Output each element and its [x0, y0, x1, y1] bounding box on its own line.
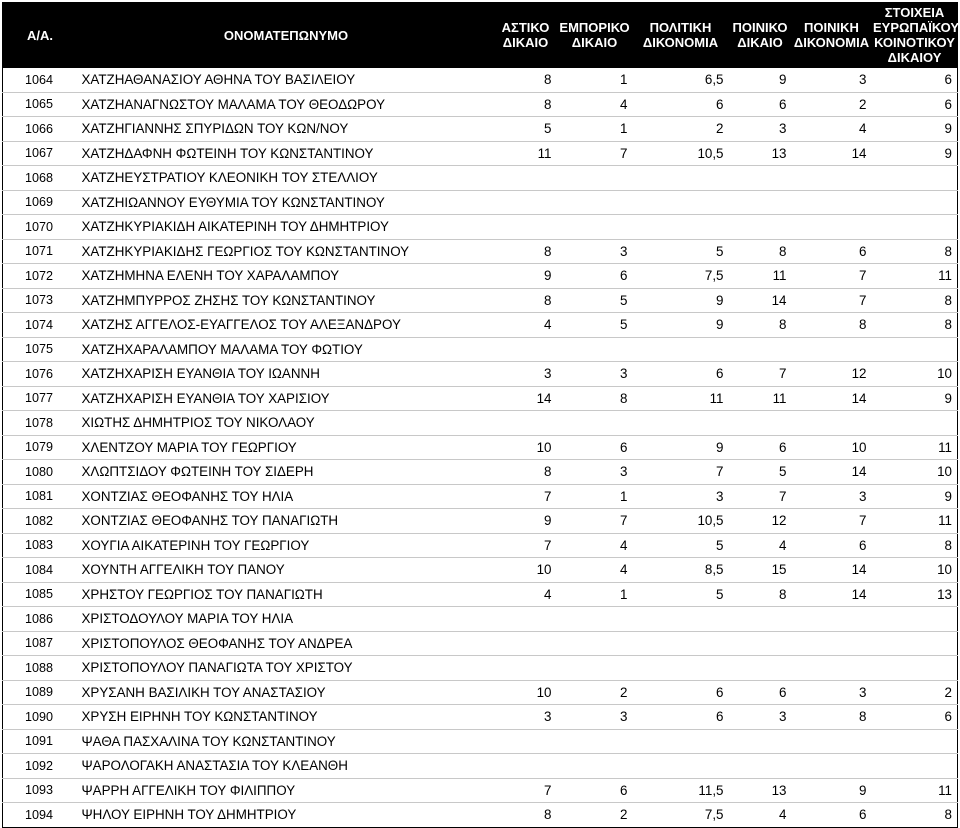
grade-commercial-law: 1 — [557, 484, 633, 509]
row-name: ΧΑΤΖΗΚΥΡΙΑΚΙΔΗΣ ΓΕΩΡΓΙΟΣ ΤΟΥ ΚΩΝΣΤΑΝΤΙΝΟΥ — [78, 239, 495, 264]
row-number: 1078 — [3, 411, 78, 436]
grade-criminal-procedure — [792, 337, 872, 362]
row-name: ΧΑΤΖΗΜΗΝΑ ΕΛΕΝΗ ΤΟΥ ΧΑΡΑΛΑΜΠΟΥ — [78, 264, 495, 289]
grade-civil-procedure: 5 — [633, 533, 729, 558]
row-name: ΧΑΤΖΗΙΩΑΝΝΟΥ ΕΥΘΥΜΙΑ ΤΟΥ ΚΩΝΣΤΑΝΤΙΝΟΥ — [78, 190, 495, 215]
grade-eu-law: 2 — [872, 680, 958, 705]
grade-commercial-law — [557, 411, 633, 436]
grade-civil-law: 5 — [495, 117, 557, 142]
grade-eu-law: 6 — [872, 705, 958, 730]
table-row — [3, 558, 958, 583]
grade-eu-law — [872, 754, 958, 779]
header-civil-law: ΑΣΤΙΚΟ ΔΙΚΑΙΟ — [495, 3, 557, 68]
row-number: 1077 — [3, 386, 78, 411]
header-eu-law: ΣΤΟΙΧΕΙΑ ΕΥΡΩΠΑΪΚΟΥ ΚΟΙΝΟΤΙΚΟΥ ΔΙΚΑΙΟΥ — [872, 3, 958, 68]
row-number: 1087 — [3, 631, 78, 656]
row-number: 1064 — [3, 68, 78, 93]
grade-civil-law: 7 — [495, 778, 557, 803]
grade-criminal-procedure: 3 — [792, 680, 872, 705]
row-name: ΧΡΙΣΤΟΠΟΥΛΟΣ ΘΕΟΦΑΝΗΣ ΤΟΥ ΑΝΔΡΕΑ — [78, 631, 495, 656]
grade-criminal-law: 3 — [729, 117, 792, 142]
grade-commercial-law: 2 — [557, 680, 633, 705]
row-name: ΨΗΛΟΥ ΕΙΡΗΝΗ ΤΟΥ ΔΗΜΗΤΡΙΟΥ — [78, 803, 495, 828]
table-row — [3, 215, 958, 240]
row-name: ΧΑΤΖΗΚΥΡΙΑΚΙΔΗ ΑΙΚΑΤΕΡΙΝΗ ΤΟΥ ΔΗΜΗΤΡΙΟΥ — [78, 215, 495, 240]
row-number: 1083 — [3, 533, 78, 558]
grade-civil-law — [495, 166, 557, 191]
grade-eu-law: 10 — [872, 558, 958, 583]
grade-criminal-law: 5 — [729, 460, 792, 485]
grade-criminal-law: 8 — [729, 582, 792, 607]
grade-civil-law: 10 — [495, 435, 557, 460]
grade-eu-law — [872, 631, 958, 656]
row-number: 1085 — [3, 582, 78, 607]
grade-civil-procedure: 7,5 — [633, 264, 729, 289]
grade-civil-law: 10 — [495, 558, 557, 583]
grade-civil-procedure: 11,5 — [633, 778, 729, 803]
grade-criminal-law: 4 — [729, 533, 792, 558]
row-name: ΧΛΩΠΤΣΙΔΟΥ ΦΩΤΕΙΝΗ ΤΟΥ ΣΙΔΕΡΗ — [78, 460, 495, 485]
grade-civil-law: 7 — [495, 484, 557, 509]
grade-civil-law — [495, 754, 557, 779]
table-row — [3, 582, 958, 607]
table-row — [3, 705, 958, 730]
grade-civil-procedure — [633, 631, 729, 656]
grade-criminal-procedure — [792, 656, 872, 681]
grade-criminal-law: 13 — [729, 141, 792, 166]
grade-civil-law: 8 — [495, 288, 557, 313]
grade-criminal-procedure: 14 — [792, 386, 872, 411]
row-name: ΧΑΤΖΗΔΑΦΝΗ ΦΩΤΕΙΝΗ ΤΟΥ ΚΩΝΣΤΑΝΤΙΝΟΥ — [78, 141, 495, 166]
grade-civil-law — [495, 631, 557, 656]
grade-eu-law: 8 — [872, 803, 958, 828]
row-name: ΧΑΤΖΗΑΝΑΓΝΩΣΤΟΥ ΜΑΛΑΜΑ ΤΟΥ ΘΕΟΔΩΡΟΥ — [78, 92, 495, 117]
grade-civil-procedure — [633, 656, 729, 681]
header-civil-procedure: ΠΟΛΙΤΙΚΗ ΔΙΚΟΝΟΜΙΑ — [633, 3, 729, 68]
grade-civil-law — [495, 337, 557, 362]
grade-commercial-law: 5 — [557, 313, 633, 338]
row-name: ΧΑΤΖΗΕΥΣΤΡΑΤΙΟΥ ΚΛΕΟΝΙΚΗ ΤΟΥ ΣΤΕΛΛΙΟΥ — [78, 166, 495, 191]
grade-commercial-law: 1 — [557, 68, 633, 93]
grade-criminal-law: 6 — [729, 680, 792, 705]
row-number: 1086 — [3, 607, 78, 632]
header-criminal-law: ΠΟΙΝΙΚΟ ΔΙΚΑΙΟ — [729, 3, 792, 68]
grade-commercial-law — [557, 631, 633, 656]
grade-criminal-procedure: 6 — [792, 533, 872, 558]
row-number: 1075 — [3, 337, 78, 362]
grade-eu-law: 8 — [872, 288, 958, 313]
grade-commercial-law — [557, 729, 633, 754]
grade-criminal-law — [729, 607, 792, 632]
grade-commercial-law: 1 — [557, 117, 633, 142]
grade-eu-law: 11 — [872, 435, 958, 460]
grade-criminal-procedure — [792, 166, 872, 191]
grade-civil-procedure — [633, 411, 729, 436]
grade-criminal-law — [729, 337, 792, 362]
grade-criminal-procedure — [792, 190, 872, 215]
row-name: ΧΡΙΣΤΟΠΟΥΛΟΥ ΠΑΝΑΓΙΩΤΑ ΤΟΥ ΧΡΙΣΤΟΥ — [78, 656, 495, 681]
grade-civil-procedure: 7 — [633, 460, 729, 485]
grade-commercial-law: 2 — [557, 803, 633, 828]
table-row — [3, 778, 958, 803]
grade-criminal-law: 6 — [729, 435, 792, 460]
row-name: ΧΡΗΣΤΟΥ ΓΕΩΡΓΙΟΣ ΤΟΥ ΠΑΝΑΓΙΩΤΗ — [78, 582, 495, 607]
row-name: ΧΡΥΣΑΝΗ ΒΑΣΙΛΙΚΗ ΤΟΥ ΑΝΑΣΤΑΣΙΟΥ — [78, 680, 495, 705]
grades-table — [2, 2, 958, 828]
grade-eu-law: 13 — [872, 582, 958, 607]
grade-civil-procedure: 6 — [633, 680, 729, 705]
table-row — [3, 386, 958, 411]
table-row — [3, 509, 958, 534]
table-row — [3, 239, 958, 264]
grade-civil-procedure: 9 — [633, 313, 729, 338]
grade-criminal-procedure: 7 — [792, 288, 872, 313]
grade-civil-procedure: 8,5 — [633, 558, 729, 583]
grade-civil-procedure: 9 — [633, 435, 729, 460]
grade-commercial-law — [557, 337, 633, 362]
grade-civil-procedure: 10,5 — [633, 509, 729, 534]
grade-eu-law: 11 — [872, 778, 958, 803]
grade-criminal-law: 11 — [729, 264, 792, 289]
row-number: 1081 — [3, 484, 78, 509]
table-row — [3, 460, 958, 485]
row-name: ΧΛΕΝΤΖΟΥ ΜΑΡΙΑ ΤΟΥ ΓΕΩΡΓΙΟΥ — [78, 435, 495, 460]
table-row — [3, 754, 958, 779]
grade-commercial-law: 3 — [557, 705, 633, 730]
row-number: 1072 — [3, 264, 78, 289]
row-number: 1079 — [3, 435, 78, 460]
grade-civil-procedure — [633, 754, 729, 779]
grade-commercial-law: 3 — [557, 362, 633, 387]
grade-criminal-law — [729, 729, 792, 754]
table-row — [3, 288, 958, 313]
grade-criminal-procedure: 12 — [792, 362, 872, 387]
grade-commercial-law: 7 — [557, 509, 633, 534]
row-number: 1094 — [3, 803, 78, 828]
grade-criminal-law: 7 — [729, 484, 792, 509]
table-row — [3, 533, 958, 558]
grade-criminal-procedure: 7 — [792, 264, 872, 289]
row-name: ΧΑΤΖΗΑΘΑΝΑΣΙΟΥ ΑΘΗΝΑ ΤΟΥ ΒΑΣΙΛΕΙΟΥ — [78, 68, 495, 93]
grade-civil-law — [495, 190, 557, 215]
grade-eu-law — [872, 411, 958, 436]
grade-criminal-procedure — [792, 607, 872, 632]
grade-commercial-law — [557, 190, 633, 215]
grade-civil-procedure: 2 — [633, 117, 729, 142]
grade-eu-law — [872, 190, 958, 215]
grade-commercial-law — [557, 656, 633, 681]
grade-civil-procedure: 6,5 — [633, 68, 729, 93]
row-number: 1089 — [3, 680, 78, 705]
grade-criminal-procedure: 9 — [792, 778, 872, 803]
grade-commercial-law — [557, 166, 633, 191]
header-aa: Α/Α. — [3, 3, 78, 68]
header-row — [3, 3, 958, 68]
table-row — [3, 117, 958, 142]
grade-criminal-law — [729, 190, 792, 215]
grade-criminal-law: 8 — [729, 239, 792, 264]
row-name: ΧΟΝΤΖΙΑΣ ΘΕΟΦΑΝΗΣ ΤΟΥ ΠΑΝΑΓΙΩΤΗ — [78, 509, 495, 534]
grade-eu-law: 8 — [872, 239, 958, 264]
table-row — [3, 435, 958, 460]
grade-commercial-law: 6 — [557, 778, 633, 803]
table-row — [3, 166, 958, 191]
grade-commercial-law: 4 — [557, 558, 633, 583]
grade-criminal-procedure — [792, 729, 872, 754]
row-name: ΧΙΩΤΗΣ ΔΗΜΗΤΡΙΟΣ ΤΟΥ ΝΙΚΟΛΑΟΥ — [78, 411, 495, 436]
grade-civil-procedure: 5 — [633, 582, 729, 607]
row-name: ΧΡΥΣΗ ΕΙΡΗΝΗ ΤΟΥ ΚΩΝΣΤΑΝΤΙΝΟΥ — [78, 705, 495, 730]
grade-criminal-law — [729, 754, 792, 779]
grade-civil-law: 11 — [495, 141, 557, 166]
row-number: 1065 — [3, 92, 78, 117]
grade-criminal-procedure: 10 — [792, 435, 872, 460]
row-number: 1090 — [3, 705, 78, 730]
grade-criminal-procedure — [792, 411, 872, 436]
grade-criminal-procedure: 8 — [792, 705, 872, 730]
grade-eu-law: 10 — [872, 460, 958, 485]
grade-criminal-procedure: 3 — [792, 68, 872, 93]
row-number: 1068 — [3, 166, 78, 191]
table-row — [3, 729, 958, 754]
grade-criminal-law: 9 — [729, 68, 792, 93]
grade-criminal-law: 12 — [729, 509, 792, 534]
row-name: ΧΟΥΝΤΗ ΑΓΓΕΛΙΚΗ ΤΟΥ ΠΑΝΟΥ — [78, 558, 495, 583]
grade-commercial-law — [557, 215, 633, 240]
row-name: ΧΑΤΖΗΧΑΡΑΛΑΜΠΟΥ ΜΑΛΑΜΑ ΤΟΥ ΦΩΤΙΟΥ — [78, 337, 495, 362]
grade-criminal-procedure: 3 — [792, 484, 872, 509]
table-row — [3, 656, 958, 681]
grade-civil-procedure: 10,5 — [633, 141, 729, 166]
grade-eu-law: 6 — [872, 92, 958, 117]
grade-civil-procedure: 6 — [633, 705, 729, 730]
row-number: 1067 — [3, 141, 78, 166]
row-number: 1084 — [3, 558, 78, 583]
row-number: 1076 — [3, 362, 78, 387]
grade-criminal-procedure: 14 — [792, 558, 872, 583]
grade-civil-law: 8 — [495, 460, 557, 485]
grade-civil-procedure: 9 — [633, 288, 729, 313]
row-name: ΧΑΤΖΗΧΑΡΙΣΗ ΕΥΑΝΘΙΑ ΤΟΥ ΧΑΡΙΣΙΟΥ — [78, 386, 495, 411]
row-number: 1069 — [3, 190, 78, 215]
grade-eu-law — [872, 656, 958, 681]
grade-eu-law — [872, 729, 958, 754]
grade-eu-law — [872, 337, 958, 362]
grade-civil-procedure: 7,5 — [633, 803, 729, 828]
grade-civil-law: 9 — [495, 509, 557, 534]
grade-commercial-law — [557, 754, 633, 779]
table-row — [3, 68, 958, 93]
grade-criminal-law: 15 — [729, 558, 792, 583]
table-row — [3, 803, 958, 828]
grade-civil-procedure — [633, 337, 729, 362]
grade-criminal-law — [729, 411, 792, 436]
row-number: 1092 — [3, 754, 78, 779]
grade-commercial-law: 8 — [557, 386, 633, 411]
row-name: ΧΑΤΖΗΜΠΥΡΡΟΣ ΖΗΣΗΣ ΤΟΥ ΚΩΝΣΤΑΝΤΙΝΟΥ — [78, 288, 495, 313]
grade-commercial-law: 4 — [557, 533, 633, 558]
row-name: ΧΟΝΤΖΙΑΣ ΘΕΟΦΑΝΗΣ ΤΟΥ ΗΛΙΑ — [78, 484, 495, 509]
grade-civil-law: 4 — [495, 313, 557, 338]
grade-civil-law — [495, 729, 557, 754]
row-name: ΧΟΥΓΙΑ ΑΙΚΑΤΕΡΙΝΗ ΤΟΥ ΓΕΩΡΓΙΟΥ — [78, 533, 495, 558]
grade-civil-procedure: 6 — [633, 92, 729, 117]
grade-criminal-law: 8 — [729, 313, 792, 338]
grade-criminal-procedure: 8 — [792, 313, 872, 338]
grade-civil-procedure — [633, 215, 729, 240]
table-row — [3, 313, 958, 338]
grade-criminal-law: 3 — [729, 705, 792, 730]
grade-civil-procedure — [633, 607, 729, 632]
row-name: ΧΡΙΣΤΟΔΟΥΛΟΥ ΜΑΡΙΑ ΤΟΥ ΗΛΙΑ — [78, 607, 495, 632]
grade-civil-procedure — [633, 166, 729, 191]
grade-civil-law: 7 — [495, 533, 557, 558]
grade-civil-procedure: 6 — [633, 362, 729, 387]
row-name: ΧΑΤΖΗΓΙΑΝΝΗΣ ΣΠΥΡΙΔΩΝ ΤΟΥ ΚΩΝ/ΝΟΥ — [78, 117, 495, 142]
row-number: 1088 — [3, 656, 78, 681]
grade-civil-law — [495, 411, 557, 436]
header-criminal-procedure: ΠΟΙΝΙΚΗ ΔΙΚΟΝΟΜΙΑ — [792, 3, 872, 68]
table-row — [3, 337, 958, 362]
grade-eu-law — [872, 607, 958, 632]
grade-eu-law: 6 — [872, 68, 958, 93]
table-row — [3, 484, 958, 509]
row-number: 1074 — [3, 313, 78, 338]
grade-criminal-law — [729, 631, 792, 656]
grade-commercial-law: 5 — [557, 288, 633, 313]
table-row — [3, 680, 958, 705]
grade-eu-law: 8 — [872, 313, 958, 338]
grade-civil-law: 8 — [495, 92, 557, 117]
row-name: ΨΑΘΑ ΠΑΣΧΑΛΙΝΑ ΤΟΥ ΚΩΝΣΤΑΝΤΙΝΟΥ — [78, 729, 495, 754]
grade-commercial-law: 7 — [557, 141, 633, 166]
grade-criminal-law: 11 — [729, 386, 792, 411]
grade-civil-law — [495, 215, 557, 240]
row-name: ΨΑΡΡΗ ΑΓΓΕΛΙΚΗ ΤΟΥ ΦΙΛΙΠΠΟΥ — [78, 778, 495, 803]
row-number: 1073 — [3, 288, 78, 313]
grade-civil-law: 9 — [495, 264, 557, 289]
grade-commercial-law: 3 — [557, 239, 633, 264]
row-number: 1080 — [3, 460, 78, 485]
grade-criminal-procedure: 6 — [792, 239, 872, 264]
grade-eu-law: 9 — [872, 386, 958, 411]
grade-criminal-law: 4 — [729, 803, 792, 828]
table-row — [3, 362, 958, 387]
header-name: ΟΝΟΜΑΤΕΠΩΝΥΜΟ — [78, 3, 495, 68]
grade-criminal-procedure: 14 — [792, 460, 872, 485]
row-number: 1071 — [3, 239, 78, 264]
grade-commercial-law: 6 — [557, 435, 633, 460]
grade-criminal-procedure: 6 — [792, 803, 872, 828]
grade-criminal-law — [729, 656, 792, 681]
table-row — [3, 411, 958, 436]
row-number: 1091 — [3, 729, 78, 754]
grade-commercial-law: 1 — [557, 582, 633, 607]
grade-civil-procedure — [633, 190, 729, 215]
grade-civil-procedure: 11 — [633, 386, 729, 411]
grade-criminal-procedure: 2 — [792, 92, 872, 117]
row-number: 1082 — [3, 509, 78, 534]
grade-criminal-law — [729, 215, 792, 240]
grade-civil-procedure: 5 — [633, 239, 729, 264]
grade-criminal-procedure: 14 — [792, 141, 872, 166]
row-name: ΧΑΤΖΗΧΑΡΙΣΗ ΕΥΑΝΘΙΑ ΤΟΥ ΙΩΑΝΝΗ — [78, 362, 495, 387]
grade-eu-law: 11 — [872, 264, 958, 289]
grade-civil-law: 3 — [495, 705, 557, 730]
grade-criminal-procedure — [792, 631, 872, 656]
grade-commercial-law: 3 — [557, 460, 633, 485]
table-row — [3, 607, 958, 632]
grade-civil-law: 8 — [495, 803, 557, 828]
table-row — [3, 92, 958, 117]
grade-criminal-procedure — [792, 754, 872, 779]
grade-criminal-law: 14 — [729, 288, 792, 313]
row-number: 1093 — [3, 778, 78, 803]
grade-civil-law: 3 — [495, 362, 557, 387]
grade-criminal-law: 13 — [729, 778, 792, 803]
grade-commercial-law — [557, 607, 633, 632]
grade-criminal-law: 7 — [729, 362, 792, 387]
grade-eu-law: 9 — [872, 141, 958, 166]
grade-civil-law: 14 — [495, 386, 557, 411]
grade-criminal-procedure: 7 — [792, 509, 872, 534]
grade-eu-law: 11 — [872, 509, 958, 534]
grade-civil-law: 10 — [495, 680, 557, 705]
grade-eu-law: 10 — [872, 362, 958, 387]
grade-civil-law: 8 — [495, 68, 557, 93]
table-row — [3, 141, 958, 166]
grade-civil-law — [495, 607, 557, 632]
row-name: ΧΑΤΖΗΣ ΑΓΓΕΛΟΣ-ΕΥΑΓΓΕΛΟΣ ΤΟΥ ΑΛΕΞΑΝΔΡΟΥ — [78, 313, 495, 338]
grade-eu-law — [872, 215, 958, 240]
grade-civil-procedure — [633, 729, 729, 754]
row-number: 1066 — [3, 117, 78, 142]
grade-eu-law: 9 — [872, 117, 958, 142]
grade-commercial-law: 6 — [557, 264, 633, 289]
table-row — [3, 631, 958, 656]
table-row — [3, 190, 958, 215]
row-name: ΨΑΡΟΛΟΓΑΚΗ ΑΝΑΣΤΑΣΙΑ ΤΟΥ ΚΛΕΑΝΘΗ — [78, 754, 495, 779]
grade-criminal-procedure: 14 — [792, 582, 872, 607]
grade-criminal-procedure — [792, 215, 872, 240]
grade-eu-law: 9 — [872, 484, 958, 509]
row-number: 1070 — [3, 215, 78, 240]
grade-criminal-procedure: 4 — [792, 117, 872, 142]
table-row — [3, 264, 958, 289]
grade-commercial-law: 4 — [557, 92, 633, 117]
grade-criminal-law — [729, 166, 792, 191]
grade-eu-law — [872, 166, 958, 191]
grade-civil-law: 4 — [495, 582, 557, 607]
grade-civil-law: 8 — [495, 239, 557, 264]
grade-civil-procedure: 3 — [633, 484, 729, 509]
grade-civil-law — [495, 656, 557, 681]
header-commercial-law: ΕΜΠΟΡΙΚΟ ΔΙΚΑΙΟ — [557, 3, 633, 68]
grade-criminal-law: 6 — [729, 92, 792, 117]
grade-eu-law: 8 — [872, 533, 958, 558]
